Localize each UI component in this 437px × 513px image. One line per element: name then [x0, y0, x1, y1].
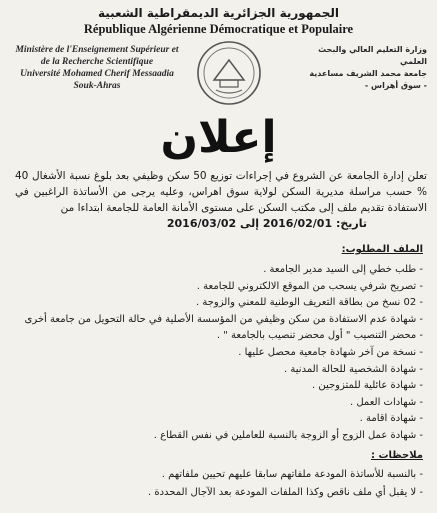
- list-item: - شهادة عمل الزوج أو الزوجة بالنسبة للعاملين في نفس القطاع .: [153, 429, 423, 441]
- arabic-state-title: الجمهورية الجزائرية الديمقراطية الشعبية: [97, 6, 340, 20]
- required-docs-title: الملف المطلوب:: [341, 244, 423, 255]
- university-logo-icon: [196, 40, 262, 106]
- university-line: Université Mohamed Cherif Messaadia: [20, 69, 174, 79]
- list-item: - شهادة الشخصية للحالة المدنية .: [284, 363, 423, 375]
- required-docs-list: [13, 262, 423, 445]
- announcement-paragraph: تعلن إدارة الجامعة عن الشروع في إجراءات توزيع 50 سكن وظيفي بعد بلوغ نسبة الأشغال 40 % حسب مراسلة مديرية السكن لولاية سوق اهراس، وعليه يرجى من الأساتذة الراغبين في الاستفادة تقديم ملف إلى مكتب السكن على مستوى الأمانة العامة للجامعة ابتداءا من: [15, 170, 427, 214]
- list-item: - شهادة عدم الاستفادة من سكن وظيفي من المؤسسة الأصلية في حالة التحويل من جامعة أخرى: [24, 313, 423, 325]
- list-item: - تصريح شرفي يسحب من الموقع الالكتروني للجامعة .: [196, 280, 423, 292]
- city-line-ar: - سوق أهراس -: [364, 81, 427, 90]
- ministry-line: de la Recherche Scientifique: [40, 57, 154, 67]
- announcement-title: إعلان: [160, 112, 277, 163]
- list-item: - شهادة عائلية للمتزوجين .: [311, 380, 423, 392]
- ministry-block-french: [12, 44, 182, 92]
- ministry-block-arabic: [292, 44, 427, 92]
- list-item: - طلب خطي إلى السيد مدير الجامعة .: [263, 264, 423, 275]
- list-item: - لا يقبل أي ملف ناقص وكذا الملفات المودعة بعد الآجال المحددة .: [148, 487, 423, 498]
- ministry-line: Ministère de l'Enseignement Supérieur et: [15, 45, 179, 55]
- list-item: - محضر التنصيب " أول محضر تنصيب بالجامعة " .: [216, 330, 423, 342]
- submission-dates: تاريخ: 2016/02/01 إلى 2016/03/02: [166, 217, 367, 230]
- ministry-line-ar: وزارة التعليم العالي والبحث العلمي: [318, 45, 427, 66]
- list-item: - بالنسبة للأساتذة المودعة ملفاتهم سابقا عليهم تحيين ملفاتهم .: [161, 469, 423, 480]
- list-item: - نسخة من آخر شهادة جامعية محصل عليها .: [238, 346, 423, 358]
- list-item: - شهادات العمل .: [349, 396, 423, 408]
- university-line-ar: جامعة محمد الشريف مساعدية: [309, 69, 427, 78]
- city-line: Souk-Ahras: [73, 81, 121, 91]
- list-item: - شهادة اقامة .: [359, 413, 423, 425]
- notes-list: [13, 466, 423, 502]
- notes-title: ملاحظات :: [370, 450, 423, 461]
- list-item: - 02 نسخ من بطاقة التعريف الوطنية للمعني والزوجة .: [196, 297, 423, 309]
- french-state-title: République Algérienne Démocratique et Populaire: [83, 22, 354, 36]
